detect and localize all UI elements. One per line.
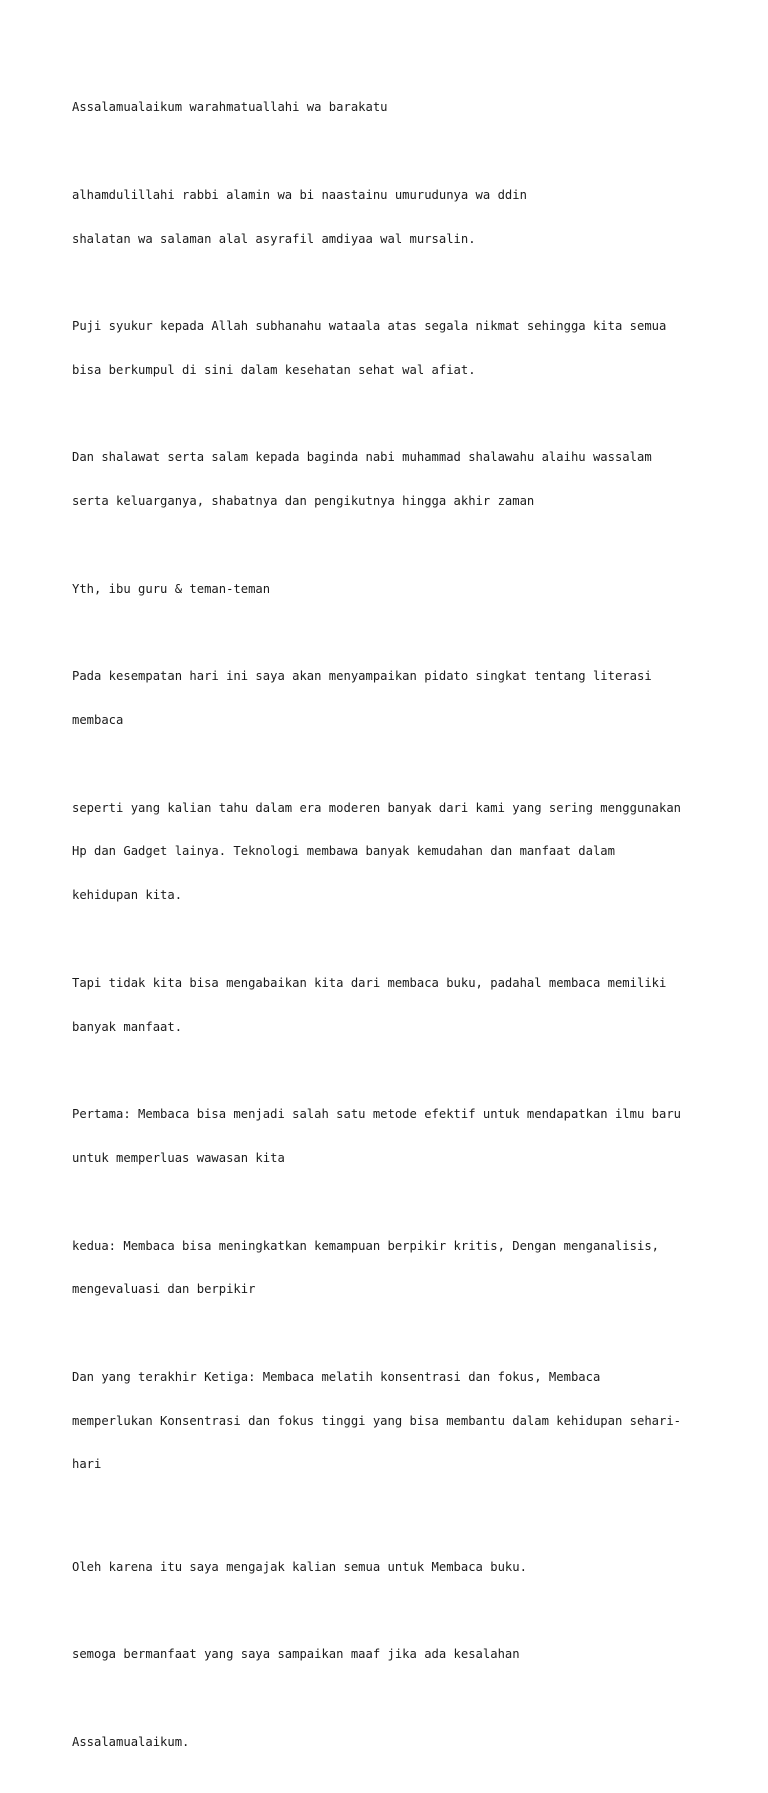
text-line: hari (72, 1457, 102, 1472)
text-line: Assalamualaikum warahmatuallahi wa barakatu (72, 100, 388, 115)
text-line: alhamdulillahi rabbi alamin wa bi naastainu umurudunya wa ddin (72, 187, 527, 202)
document-body (72, 71, 712, 1793)
paragraph-invitation (72, 1530, 712, 1603)
paragraph-context (72, 772, 712, 933)
paragraph-farewell (72, 1706, 712, 1779)
paragraph-opening-prayer (72, 159, 712, 276)
paragraph-first-point (72, 1078, 712, 1195)
paragraph-gratitude (72, 290, 712, 407)
text-line: Oleh karena itu saya mengajak kalian semua untuk Membaca buku. (72, 1559, 527, 1574)
text-line: Dan shalawat serta salam kepada baginda nabi muhammad shalawahu alaihu wassalam (72, 450, 652, 465)
paragraph-however (72, 947, 712, 1064)
paragraph-topic (72, 640, 712, 757)
text-line: serta keluarganya, shabatnya dan pengikutnya hingga akhir zaman (72, 494, 535, 509)
text-line: Dan yang terakhir Ketiga: Membaca melatih konsentrasi dan fokus, Membaca (72, 1369, 601, 1384)
text-line: semoga bermanfaat yang saya sampaikan maaf jika ada kesalahan (72, 1647, 520, 1662)
text-line: mengevaluasi dan berpikir (72, 1282, 256, 1297)
text-line: Pada kesempatan hari ini saya akan menyampaikan pidato singkat tentang literasi (72, 669, 652, 684)
text-line: memperlukan Konsentrasi dan fokus tinggi yang bisa membantu dalam kehidupan sehari- (72, 1413, 682, 1428)
text-line: Hp dan Gadget lainya. Teknologi membawa banyak kemudahan dan manfaat dalam (72, 844, 615, 859)
text-line: untuk memperluas wawasan kita (72, 1150, 285, 1165)
paragraph-third-point (72, 1341, 712, 1502)
text-line: bisa berkumpul di sini dalam kesehatan sehat wal afiat. (72, 362, 476, 377)
text-line: Tapi tidak kita bisa mengabaikan kita dari membaca buku, padahal membaca memiliki (72, 975, 667, 990)
text-line: shalatan wa salaman alal asyrafil amdiyaa wal mursalin. (72, 231, 476, 246)
text-line: kehidupan kita. (72, 888, 183, 903)
text-line: kedua: Membaca bisa meningkatkan kemampuan berpikir kritis, Dengan menganalisis, (72, 1238, 659, 1253)
text-line: Assalamualaikum. (72, 1734, 190, 1749)
paragraph-shalawat (72, 421, 712, 538)
text-line: seperti yang kalian tahu dalam era moderen banyak dari kami yang sering menggunakan (72, 800, 682, 815)
paragraph-closing-wish (72, 1618, 712, 1691)
text-line: Yth, ibu guru & teman-teman (72, 581, 271, 596)
paragraph-greeting (72, 71, 712, 144)
paragraph-salutation (72, 553, 712, 626)
paragraph-second-point (72, 1209, 712, 1326)
text-line: Puji syukur kepada Allah subhanahu wataala atas segala nikmat sehingga kita semua (72, 319, 667, 334)
text-line: banyak manfaat. (72, 1019, 183, 1034)
text-line: Pertama: Membaca bisa menjadi salah satu metode efektif untuk mendapatkan ilmu baru (72, 1107, 682, 1122)
text-line: membaca (72, 713, 124, 728)
